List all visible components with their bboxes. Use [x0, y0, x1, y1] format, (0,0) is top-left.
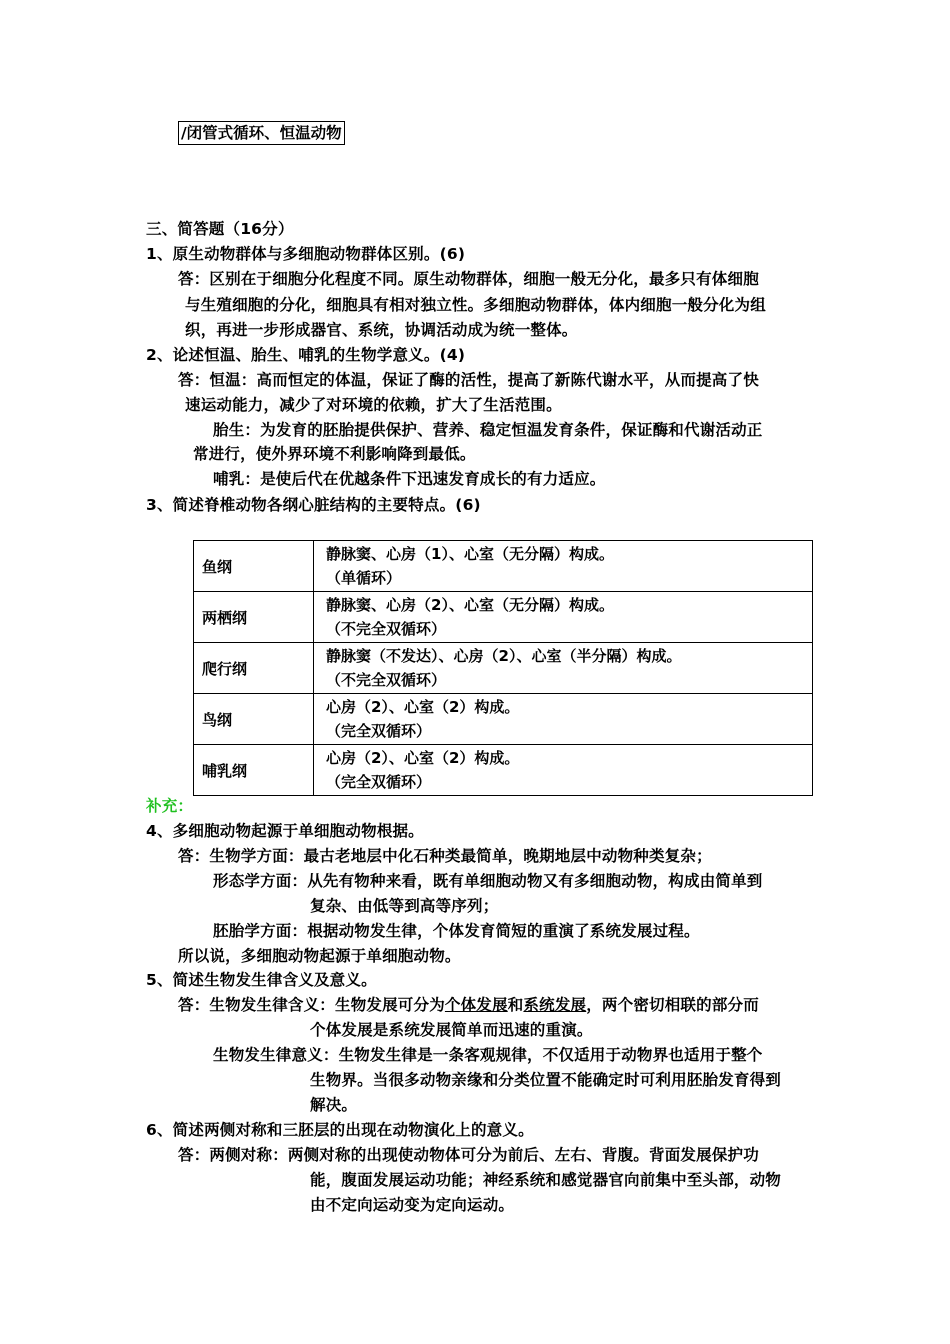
q6-answer-line: 答：两侧对称：两侧对称的出现使动物体可分为前后、左右、背腹。背面发展保护功 [178, 1146, 759, 1164]
class-name-cell: 哺乳纲 [194, 745, 314, 796]
underlined-term: 系统发展 [523, 996, 587, 1014]
q4-answer-line: 复杂、由低等到高等序列； [310, 897, 499, 915]
underlined-term: 个体发展 [444, 996, 508, 1014]
supplement-label: 补充： [146, 797, 194, 815]
question-2: 2、论述恒温、胎生、哺乳的生物学意义。(4) [146, 346, 466, 364]
structure-cell [314, 694, 813, 745]
q5-answer-line: 生物界。当很多动物亲缘和分类位置不能确定时可利用胚胎发育得到 [310, 1071, 782, 1089]
q2-answer-line: 答：恒温：高而恒定的体温，保证了酶的活性，提高了新陈代谢水平，从而提高了快 [178, 371, 759, 389]
structure-cell [314, 745, 813, 796]
table-row [194, 643, 813, 694]
question-5: 5、简述生物发生律含义及意义。 [146, 971, 377, 989]
class-name-cell: 鸟纲 [194, 694, 314, 745]
q2-answer-line: 速运动能力，减少了对环境的依赖，扩大了生活范围。 [185, 396, 562, 414]
question-6: 6、简述两侧对称和三胚层的出现在动物演化上的意义。 [146, 1121, 534, 1139]
boxed-answer-text: /闭管式循环、恒温动物 [178, 121, 345, 145]
q2-answer-line: 常进行，使外界环境不利影响降到最低。 [193, 445, 476, 463]
circulation-text: （不完全双循环） [326, 620, 447, 638]
class-name-cell: 鱼纲 [194, 541, 314, 592]
class-name-cell: 两栖纲 [194, 592, 314, 643]
q4-answer-line: 所以说，多细胞动物起源于单细胞动物。 [178, 947, 461, 965]
q5-answer-line: 生物发生律意义：生物发生律是一条客观规律，不仅适用于动物界也适用于整个 [213, 1046, 763, 1064]
q6-answer-line: 由不定向运动变为定向运动。 [310, 1196, 515, 1214]
q2-answer-line: 哺乳：是使后代在优越条件下迅速发育成长的有力适应。 [213, 470, 606, 488]
structure-text: 静脉窦、心房（2）、心室（无分隔）构成。 [326, 596, 614, 614]
q1-answer-line: 与生殖细胞的分化，细胞具有相对独立性。多细胞动物群体，体内细胞一般分化为组 [185, 296, 766, 314]
structure-text: 心房（2）、心室（2）构成。 [326, 749, 520, 767]
section-title: 三、简答题（16分） [146, 220, 294, 238]
circulation-text: （完全双循环） [326, 773, 432, 791]
q6-answer-line: 能，腹面发展运动功能；神经系统和感觉器官向前集中至头部，动物 [310, 1171, 782, 1189]
q2-answer-line: 胎生：为发育的胚胎提供保护、营养、稳定恒温发育条件，保证酶和代谢活动正 [213, 421, 763, 439]
question-1: 1、原生动物群体与多细胞动物群体区别。(6) [146, 245, 466, 263]
q5-answer-line [178, 995, 759, 1015]
q4-answer-line: 胚胎学方面：根据动物发生律，个体发育简短的重演了系统发展过程。 [213, 922, 700, 940]
q5-answer-line: 解决。 [310, 1096, 358, 1114]
table-row [194, 592, 813, 643]
structure-cell [314, 541, 813, 592]
structure-cell [314, 592, 813, 643]
circulation-text: （单循环） [326, 569, 402, 587]
q1-answer-line: 答：区别在于细胞分化程度不同。原生动物群体，细胞一般无分化，最多只有体细胞 [178, 270, 759, 288]
q5-text: ，两个密切相联的部分而 [586, 996, 759, 1014]
table-row [194, 745, 813, 796]
structure-text: 静脉窦（不发达）、心房（2）、心室（半分隔）构成。 [326, 647, 682, 665]
question-4: 4、多细胞动物起源于单细胞动物根据。 [146, 822, 424, 840]
table-row [194, 694, 813, 745]
q5-text: 答：生物发生律含义：生物发展可分为 [178, 996, 445, 1014]
class-name-cell: 爬行纲 [194, 643, 314, 694]
q4-answer-line: 答：生物学方面：最古老地层中化石种类最简单，晚期地层中动物种类复杂； [178, 847, 712, 865]
q5-answer-line: 个体发展是系统发展简单而迅速的重演。 [310, 1021, 593, 1039]
question-3: 3、简述脊椎动物各纲心脏结构的主要特点。(6) [146, 496, 481, 514]
structure-text: 心房（2）、心室（2）构成。 [326, 698, 520, 716]
structure-cell [314, 643, 813, 694]
q5-text: 和 [507, 996, 524, 1014]
structure-text: 静脉窦、心房（1）、心室（无分隔）构成。 [326, 545, 614, 563]
heart-structure-table [193, 540, 813, 796]
circulation-text: （不完全双循环） [326, 671, 447, 689]
table-row [194, 541, 813, 592]
circulation-text: （完全双循环） [326, 722, 432, 740]
q1-answer-line: 织，再进一步形成器官、系统，协调活动成为统一整体。 [185, 321, 578, 339]
q4-answer-line: 形态学方面：从先有物种来看，既有单细胞动物又有多细胞动物，构成由简单到 [213, 872, 763, 890]
